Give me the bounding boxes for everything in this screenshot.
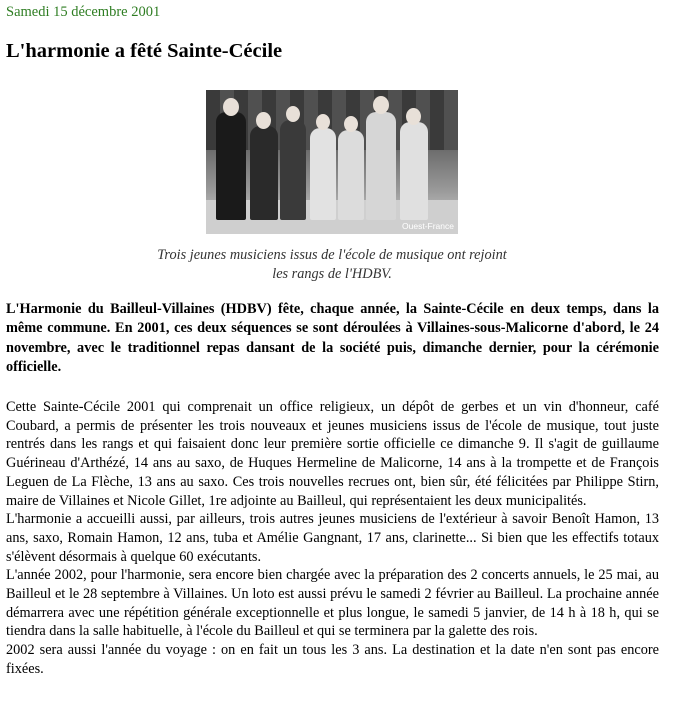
article-photo [206, 90, 458, 234]
photo-figure-head [286, 106, 300, 122]
article-paragraph: 2002 sera aussi l'année du voyage : on en fait un tous les 3 ans. La destination et la date n'en sont pas encore fixées. [6, 642, 659, 677]
photo-credit: Ouest-France [402, 221, 454, 231]
photo-figure-head [316, 114, 330, 130]
article-date: Samedi 15 décembre 2001 [6, 4, 161, 20]
article-body [6, 398, 659, 679]
photo-figure-head [223, 98, 239, 116]
photo-figure [310, 128, 336, 220]
article-paragraph: Cette Sainte-Cécile 2001 qui comprenait un office religieux, un dépôt de gerbes et un vin d'honneur, café Coubard, a permis de présenter les trois nouveaux et jeunes musiciens issus de l'école de musique, tout juste rentrés dans les rangs et qui faisaient donc leur première sortie officielle ce dimanche 9. Il s'agit de guillaume Guérineau d'Arthézé, 14 ans au saxo, de Huques Hermeline de Malicorne, 14 ans à la trompette et de François Leguen de La Flèche, 13 ans au saxo. Ces trois nouvelles recrues ont, bien sûr, été félicitées par Philippe Stirn, maire de Villaines et Nicole Gillet, 1re adjointe au Bailleul, qui représentaient les deux municipalités. [6, 399, 659, 509]
photo-figure [400, 122, 428, 220]
article-paragraph: L'année 2002, pour l'harmonie, sera encore bien chargée avec la préparation des 2 concerts annuels, le 25 mai, au Bailleul et le 28 septembre à Villaines. Un loto est aussi prévu le samedi 2 février au Bailleul. La prochaine année démarrera avec une répétition générale exceptionnelle et plus longue, le samedi 5 janvier, de 14 h à 18 h, qui se tiendra dans la salle habituelle, à l'école du Bailleul et qui se terminera par la galette des rois. [6, 567, 659, 640]
photo-figure [250, 126, 278, 220]
photo-figure-head [406, 108, 421, 125]
photo-figure [366, 112, 396, 220]
photo-figure [338, 130, 364, 220]
photo-caption: Trois jeunes musiciens issus de l'école de musique ont rejoint les rangs de l'HDBV. [157, 247, 507, 282]
photo-figure-head [373, 96, 389, 114]
photo-figure-head [256, 112, 271, 129]
article-paragraph: L'harmonie a accueilli aussi, par ailleurs, trois autres jeunes musiciens de l'extérieur à savoir Benoît Hamon, 13 ans, saxo, Romain Hamon, 12 ans, tuba et Amélie Gangnant, 17 ans, clarinette... Si bien que les effectifs totaux s'élèvent désormais à quelque 60 exécutants. [6, 511, 659, 565]
photo-figure [216, 112, 246, 220]
photo-figure [280, 120, 306, 220]
photo-figure-head [344, 116, 358, 132]
article-title: L'harmonie a fêté Sainte-Cécile [6, 40, 283, 62]
article-lead: L'Harmonie du Bailleul-Villaines (HDBV) fête, chaque année, la Sainte-Cécile en deux temps, dans la même commune. En 2001, ces deux séquences se sont déroulées à Villaines-sous-Malicorne d'abord, le 24 novembre, avec le traditionnel repas dansant de la société puis, dimanche dernier, pour la cérémonie officielle. [6, 301, 659, 375]
